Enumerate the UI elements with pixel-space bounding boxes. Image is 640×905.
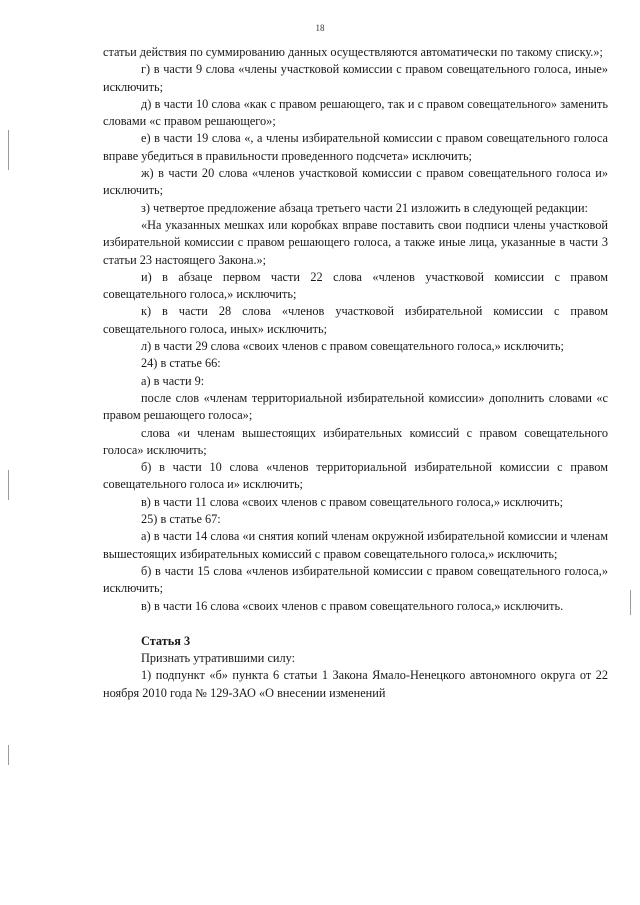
scan-edge-mark bbox=[8, 470, 9, 500]
paragraph: б) в части 10 слова «членов территориальной избирательной комиссии с правом совещательного голоса и» исключить; bbox=[103, 460, 608, 492]
paragraph: д) в части 10 слова «как с правом решающего, так и с правом совещательного» заменить словами «с правом решающего»; bbox=[103, 96, 608, 129]
article-heading: Статья 3 bbox=[141, 633, 191, 648]
paragraph: б) в части 15 слова «членов избирательной комиссии с правом совещательного голоса,» исключить; bbox=[103, 563, 608, 596]
scan-edge-mark bbox=[8, 130, 9, 170]
page-number: 18 bbox=[315, 23, 325, 33]
paragraph: е) в части 19 слова «, а члены избирательной комиссии с правом совещательного голоса вправе убедиться в правильности проведенного подсчета» исключить; bbox=[103, 131, 608, 163]
paragraph: в) в части 16 слова «своих членов с правом совещательного голоса,» исключить. bbox=[141, 598, 564, 613]
paragraph: Признать утратившими силу: bbox=[141, 651, 296, 666]
paragraph: 24) в статье 66: bbox=[141, 356, 221, 371]
paragraph: и) в абзаце первом части 22 слова «членов участковой комиссии с правом совещательного голоса,» исключить; bbox=[103, 269, 608, 302]
paragraph: а) в части 9: bbox=[141, 373, 205, 388]
paragraph: л) в части 29 слова «своих членов с правом совещательного голоса,» исключить; bbox=[141, 339, 564, 354]
paragraph: «На указанных мешках или коробках вправе поставить свои подписи члены участковой избирательной комиссии с правом решающего голоса, а также иные лица, указанные в части 3 статьи 23 настоящего Закона.»; bbox=[103, 217, 608, 267]
scan-edge-mark bbox=[630, 590, 631, 615]
paragraph: к) в части 28 слова «членов участковой избирательной комиссии с правом совещательного голоса, иных» исключить; bbox=[103, 304, 608, 336]
paragraph: 1) подпункт «б» пункта 6 статьи 1 Закона Ямало-Ненецкого автономного округа от 22 ноября 2010 года № 129-ЗАО «О внесении изменений bbox=[103, 668, 608, 700]
paragraph: з) четвертое предложение абзаца третьего части 21 изложить в следующей редакции: bbox=[141, 200, 588, 215]
paragraph: 25) в статье 67: bbox=[141, 512, 221, 527]
paragraph: а) в части 14 слова «и снятия копий членам окружной избирательной комиссии и членам вышестоящих избирательных комиссий с правом совещательного голоса,» исключить; bbox=[103, 529, 608, 561]
paragraph: ж) в части 20 слова «членов участковой комиссии с правом совещательного голоса и» исключить; bbox=[103, 166, 608, 198]
paragraph: г) в части 9 слова «члены участковой комиссии с правом совещательного голоса, иные» исключить; bbox=[103, 62, 608, 94]
paragraph: слова «и членам вышестоящих избирательных комиссий с правом совещательного голоса» исключить; bbox=[103, 425, 608, 457]
paragraph: в) в части 11 слова «своих членов с правом совещательного голоса,» исключить; bbox=[141, 494, 564, 509]
document-body bbox=[103, 44, 608, 702]
scan-edge-mark bbox=[8, 745, 9, 765]
paragraph: статьи действия по суммированию данных осуществляются автоматически по такому списку.»; bbox=[103, 45, 603, 59]
paragraph: после слов «членам территориальной избирательной комиссии» дополнить словами «с правом решающего голоса»; bbox=[103, 390, 608, 423]
